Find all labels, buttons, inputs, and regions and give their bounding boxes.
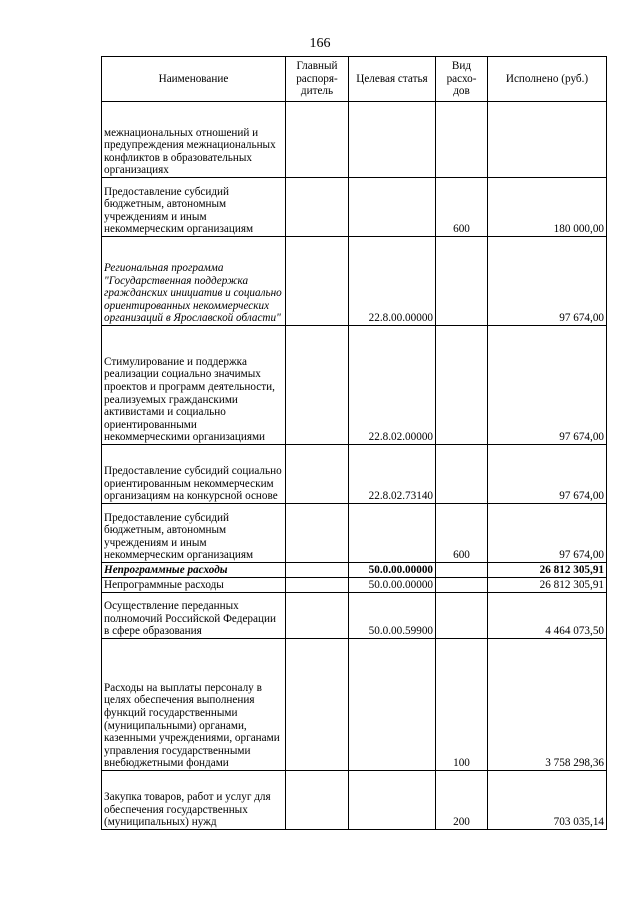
row-expense-type: 600 bbox=[436, 178, 488, 237]
row-target-article bbox=[349, 771, 436, 830]
row-main-manager bbox=[286, 639, 349, 771]
row-main-manager bbox=[286, 326, 349, 445]
table-row bbox=[102, 563, 607, 578]
header-main-manager: Главный распоря- дитель bbox=[286, 57, 349, 102]
row-target-article: 50.0.00.00000 bbox=[349, 578, 436, 593]
row-executed: 703 035,14 bbox=[488, 771, 607, 830]
table-row bbox=[102, 178, 607, 237]
row-name: Стимулирование и поддержка реализации социально значимых проектов и программ деятельности, реализуемых гражданскими активистами и социально ориентированными некоммерческими организациями bbox=[102, 326, 286, 445]
row-expense-type bbox=[436, 563, 488, 578]
row-target-article bbox=[349, 102, 436, 178]
row-name: Предоставление субсидий бюджетным, автономным учреждениям и иным некоммерческим организациям bbox=[102, 178, 286, 237]
row-main-manager bbox=[286, 578, 349, 593]
row-name: Непрограммные расходы bbox=[102, 563, 286, 578]
row-executed: 180 000,00 bbox=[488, 178, 607, 237]
table-row bbox=[102, 102, 607, 178]
row-main-manager bbox=[286, 445, 349, 504]
table-row bbox=[102, 771, 607, 830]
row-target-article: 50.0.00.00000 bbox=[349, 563, 436, 578]
table-row bbox=[102, 326, 607, 445]
row-main-manager bbox=[286, 563, 349, 578]
table-row bbox=[102, 639, 607, 771]
row-target-article: 22.8.02.00000 bbox=[349, 326, 436, 445]
row-name: Осуществление переданных полномочий Российской Федерации в сфере образования bbox=[102, 593, 286, 639]
row-name: Региональная программа "Государственная поддержка гражданских инициатив и социально ориентированных некоммерческих организаций в Ярославской области" bbox=[102, 237, 286, 326]
table-row bbox=[102, 578, 607, 593]
header-executed: Исполнено (руб.) bbox=[488, 57, 607, 102]
budget-execution-table bbox=[101, 56, 607, 830]
row-executed: 97 674,00 bbox=[488, 326, 607, 445]
row-executed: 26 812 305,91 bbox=[488, 563, 607, 578]
row-expense-type: 200 bbox=[436, 771, 488, 830]
row-main-manager bbox=[286, 178, 349, 237]
row-name: Предоставление субсидий бюджетным, автономным учреждениям и иным некоммерческим организациям bbox=[102, 504, 286, 563]
row-main-manager bbox=[286, 771, 349, 830]
row-main-manager bbox=[286, 237, 349, 326]
row-expense-type: 600 bbox=[436, 504, 488, 563]
row-target-article: 22.8.02.73140 bbox=[349, 445, 436, 504]
row-expense-type bbox=[436, 593, 488, 639]
header-expense-type: Вид расхо- дов bbox=[436, 57, 488, 102]
row-target-article bbox=[349, 639, 436, 771]
row-target-article bbox=[349, 504, 436, 563]
row-executed: 97 674,00 bbox=[488, 237, 607, 326]
row-main-manager bbox=[286, 102, 349, 178]
row-expense-type bbox=[436, 326, 488, 445]
row-executed: 3 758 298,36 bbox=[488, 639, 607, 771]
row-executed bbox=[488, 102, 607, 178]
row-target-article: 22.8.00.00000 bbox=[349, 237, 436, 326]
table-header-row bbox=[102, 57, 607, 102]
row-target-article: 50.0.00.59900 bbox=[349, 593, 436, 639]
row-executed: 26 812 305,91 bbox=[488, 578, 607, 593]
row-main-manager bbox=[286, 593, 349, 639]
row-executed: 4 464 073,50 bbox=[488, 593, 607, 639]
row-expense-type: 100 bbox=[436, 639, 488, 771]
row-name: межнациональных отношений и предупреждения межнациональных конфликтов в образовательных организациях bbox=[102, 102, 286, 178]
row-expense-type bbox=[436, 578, 488, 593]
row-expense-type bbox=[436, 102, 488, 178]
row-main-manager bbox=[286, 504, 349, 563]
row-executed: 97 674,00 bbox=[488, 445, 607, 504]
header-name: Наименование bbox=[102, 57, 286, 102]
header-target-article: Целевая статья bbox=[349, 57, 436, 102]
row-executed: 97 674,00 bbox=[488, 504, 607, 563]
table-row bbox=[102, 593, 607, 639]
row-name: Непрограммные расходы bbox=[102, 578, 286, 593]
page-number: 166 bbox=[309, 36, 331, 51]
row-expense-type bbox=[436, 445, 488, 504]
row-target-article bbox=[349, 178, 436, 237]
row-name: Закупка товаров, работ и услуг для обеспечения государственных (муниципальных) нужд bbox=[102, 771, 286, 830]
table-row bbox=[102, 237, 607, 326]
row-expense-type bbox=[436, 237, 488, 326]
table-row bbox=[102, 445, 607, 504]
row-name: Предоставление субсидий социально ориентированным некоммерческим организациям на конкурсной основе bbox=[102, 445, 286, 504]
table-row bbox=[102, 504, 607, 563]
row-name: Расходы на выплаты персоналу в целях обеспечения выполнения функций государственными (муниципальными) органами, казенными учреждениями, органами управления государственными внебюджетными фондами bbox=[102, 639, 286, 771]
